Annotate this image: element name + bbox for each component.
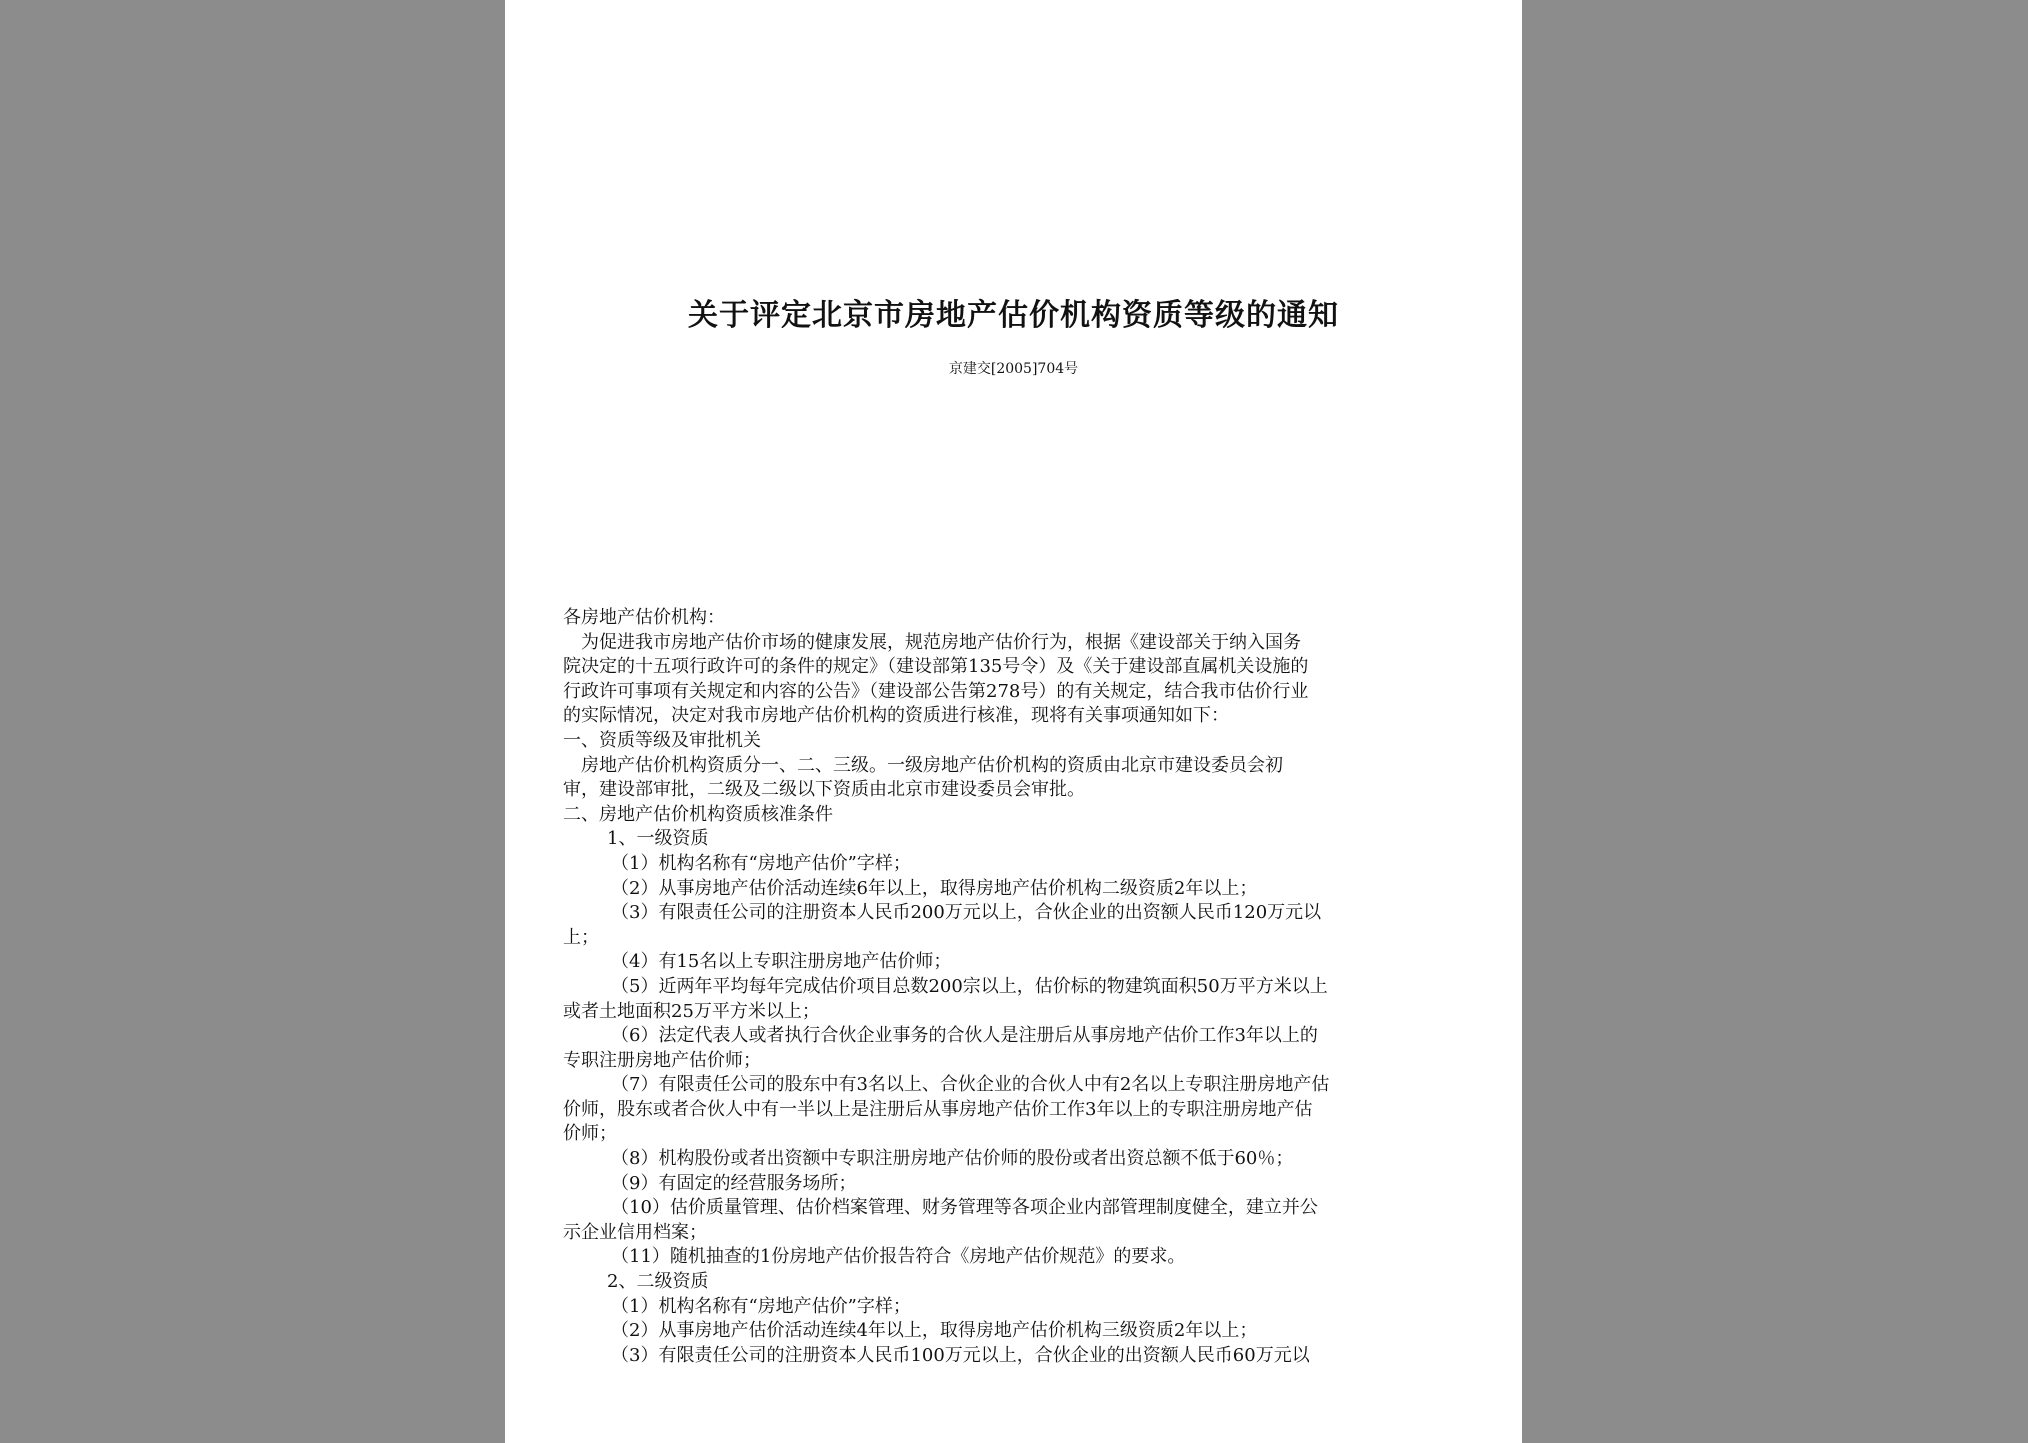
text-line: （9）有固定的经营服务场所； xyxy=(611,1172,857,1194)
text-line: （1）机构名称有“房地产估价”字样； xyxy=(611,852,911,874)
text-line: 行政许可事项有关规定和内容的公告》（建设部公告第278号）的有关规定，结合我市估价行业 xyxy=(563,680,1309,702)
text-line: 各房地产估价机构： xyxy=(563,607,725,628)
text-line: 1、一级资质 xyxy=(607,828,709,850)
text-line: （4）有15名以上专职注册房地产估价师； xyxy=(611,951,952,973)
text-line: （7）有限责任公司的股东中有3名以上、合伙企业的合伙人中有2名以上专职注册房地产估 xyxy=(611,1074,1330,1096)
text-line: （6）法定代表人或者执行合伙企业事务的合伙人是注册后从事房地产估价工作3年以上的 xyxy=(611,1025,1318,1047)
text-line: 为促进我市房地产估价市场的健康发展，规范房地产估价行为，根据《建设部关于纳入国务 xyxy=(581,631,1301,653)
text-line: （1）机构名称有“房地产估价”字样； xyxy=(611,1295,911,1317)
text-line: （2）从事房地产估价活动连续6年以上，取得房地产估价机构二级资质2年以上； xyxy=(611,877,1258,899)
text-line: （11）随机抽查的1份房地产估价报告符合《房地产估价规范》的要求。 xyxy=(611,1246,1186,1268)
document-page xyxy=(505,0,1522,1443)
text-line: 2、二级资质 xyxy=(607,1271,709,1293)
text-line: （3）有限责任公司的注册资本人民币200万元以上，合伙企业的出资额人民币120万元以 xyxy=(611,902,1322,924)
text-line: （2）从事房地产估价活动连续4年以上，取得房地产估价机构三级资质2年以上； xyxy=(611,1320,1258,1342)
text-line: 示企业信用档案； xyxy=(563,1221,707,1243)
text-line: 院决定的十五项行政许可的条件的规定》（建设部第135号令）及《关于建设部直属机关设施的 xyxy=(563,656,1309,678)
text-line: 专职注册房地产估价师； xyxy=(563,1049,761,1071)
text-line: 房地产估价机构资质分一、二、三级。一级房地产估价机构的资质由北京市建设委员会初 xyxy=(581,754,1283,776)
document-body xyxy=(563,606,1463,1368)
text-line: 价师，股东或者合伙人中有一半以上是注册后从事房地产估价工作3年以上的专职注册房地产估 xyxy=(563,1098,1313,1120)
text-line: 审，建设部审批，二级及二级以下资质由北京市建设委员会审批。 xyxy=(563,779,1085,801)
text-line: 一、资质等级及审批机关 xyxy=(563,729,761,751)
text-line: （10）估价质量管理、估价档案管理、财务管理等各项企业内部管理制度健全，建立并公 xyxy=(611,1197,1318,1219)
document-number: 京建交[2005]704号 xyxy=(948,361,1079,377)
document-title: 关于评定北京市房地产估价机构资质等级的通知 xyxy=(688,298,1339,333)
text-line: 二、房地产估价机构资质核准条件 xyxy=(563,803,833,825)
text-line: 或者土地面积25万平方米以上； xyxy=(563,1000,820,1022)
text-line: 的实际情况，决定对我市房地产估价机构的资质进行核准，现将有关事项通知如下： xyxy=(563,705,1229,727)
text-line: （3）有限责任公司的注册资本人民币100万元以上，合伙企业的出资额人民币60万元以 xyxy=(611,1344,1310,1366)
text-line: （8）机构股份或者出资额中专职注册房地产估价师的股份或者出资总额不低于60％； xyxy=(611,1148,1294,1170)
text-line: 上； xyxy=(563,926,599,948)
text-line: 价师； xyxy=(563,1123,617,1145)
text-line: （5）近两年平均每年完成估价项目总数200宗以上，估价标的物建筑面积50万平方米以上 xyxy=(611,975,1328,997)
